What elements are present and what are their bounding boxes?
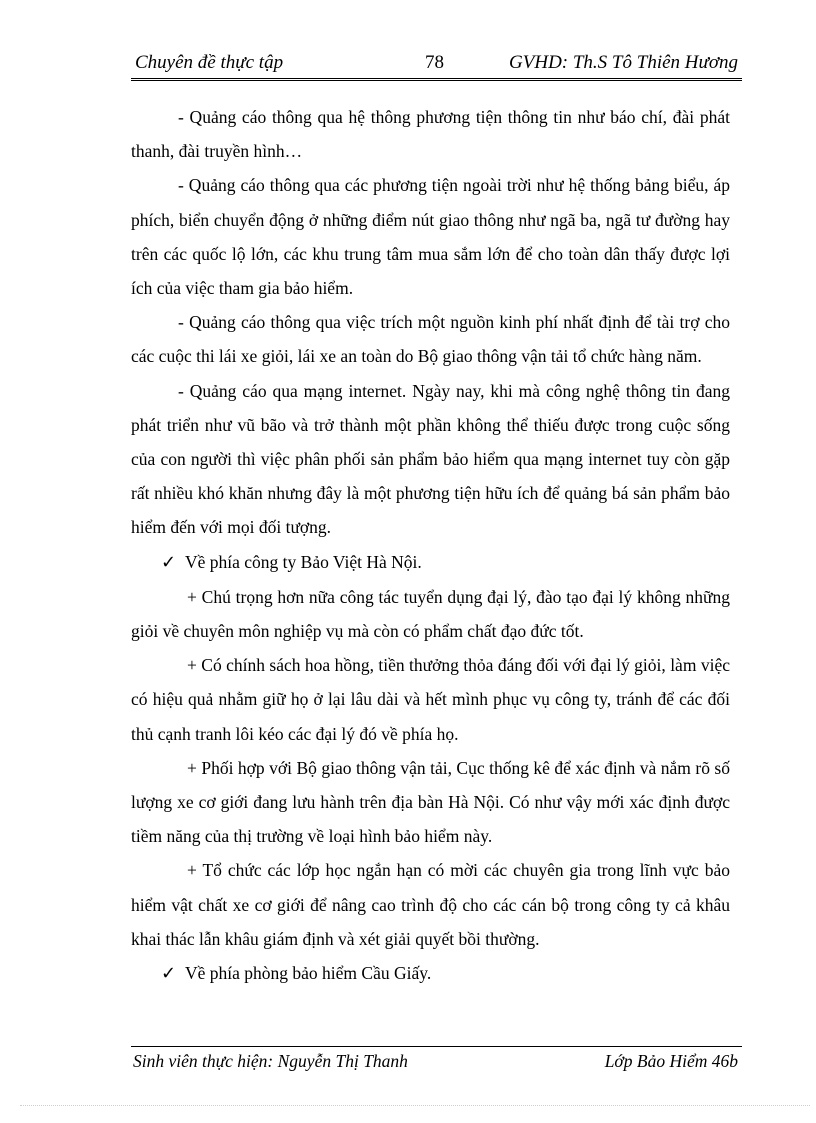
paragraph-agent-recruitment: + Chú trọng hơn nữa công tác tuyển dụng đại lý, đào tạo đại lý không những giỏi về chuyên môn nghiệp vụ mà còn có phẩm chất đạo đức tốt.: [131, 586, 730, 642]
paragraph-training: + Tổ chức các lớp học ngắn hạn có mời các chuyên gia trong lĩnh vực bảo hiểm vật chất xe cơ giới để nâng cao trình độ cho các cán bộ trong công ty cả khâu khai thác lẫn khâu giám định và xét giải quyết bồi thường.: [131, 860, 730, 949]
paragraph-outdoor-ads: - Quảng cáo thông qua các phương tiện ngoài trời như hệ thống bảng biểu, áp phích, biển chuyển động ở những điểm nút giao thông như ngã ba, ngã tư đường hay trên các quốc lộ lớn, các khu trung tâm mua sắm lớn để cho toàn dân thấy được lợi ích của việc tham gia bảo hiểm.: [131, 175, 730, 299]
page-header: [131, 52, 742, 81]
page-footer: [131, 1046, 742, 1075]
page-body: [131, 100, 730, 991]
header-advisor: GVHD: Th.S Tô Thiên Hương: [509, 52, 738, 73]
paragraph-commission-policy: + Có chính sách hoa hồng, tiền thưởng thỏa đáng đối với đại lý giỏi, làm việc có hiệu quả nhằm giữ họ ở lại lâu dài và hết mình phục vụ công ty, tránh để các đối thủ cạnh tranh lôi kéo các đại lý đó về phía họ.: [131, 655, 730, 744]
footer-class: Lớp Bảo Hiểm 46b: [604, 1051, 738, 1071]
checklist-item-label: Về phía công ty Bảo Việt Hà Nội.: [185, 551, 422, 572]
paragraph-internet-ads: - Quảng cáo qua mạng internet. Ngày nay, khi mà công nghệ thông tin đang phát triển như vũ bão và trở thành một phần không thể thiếu được trong cuộc sống của con người thì việc phân phối sản phẩm bảo hiểm qua mạng internet tuy còn gặp rất nhiều khó khăn nhưng đây là một phương tiện hữu ích để quảng bá sản phẩm bảo hiểm đến với mọi đối tượng.: [131, 380, 730, 538]
page-number: 78: [425, 52, 444, 73]
checklist-item-label: Về phía phòng bảo hiểm Cầu Giấy.: [185, 963, 432, 984]
checkmark-icon: ✓: [161, 963, 177, 985]
paragraph-media-ads: - Quảng cáo thông qua hệ thông phương tiện thông tin như báo chí, đài phát thanh, đài truyền hình…: [131, 107, 730, 162]
paragraph-sponsorship-ads: - Quảng cáo thông qua việc trích một nguồn kinh phí nhất định để tài trợ cho các cuộc thi lái xe giỏi, lái xe an toàn do Bộ giao thông vận tải tổ chức hàng năm.: [131, 312, 730, 367]
footer-student: Sinh viên thực hiện: Nguyễn Thị Thanh: [133, 1051, 408, 1071]
paragraph-coordination: + Phối hợp với Bộ giao thông vận tải, Cục thống kê để xác định và nắm rõ số lượng xe cơ giới đang lưu hành trên địa bàn Hà Nội. Có như vậy mới xác định được tiềm năng của thị trường về loại hình bảo hiểm này.: [131, 757, 730, 847]
header-title: Chuyên đề thực tập: [135, 52, 284, 73]
checklist-item-company: [131, 545, 730, 580]
checklist-item-department: [131, 956, 730, 991]
page-edge-divider: [20, 1105, 810, 1106]
checkmark-icon: ✓: [161, 551, 177, 573]
